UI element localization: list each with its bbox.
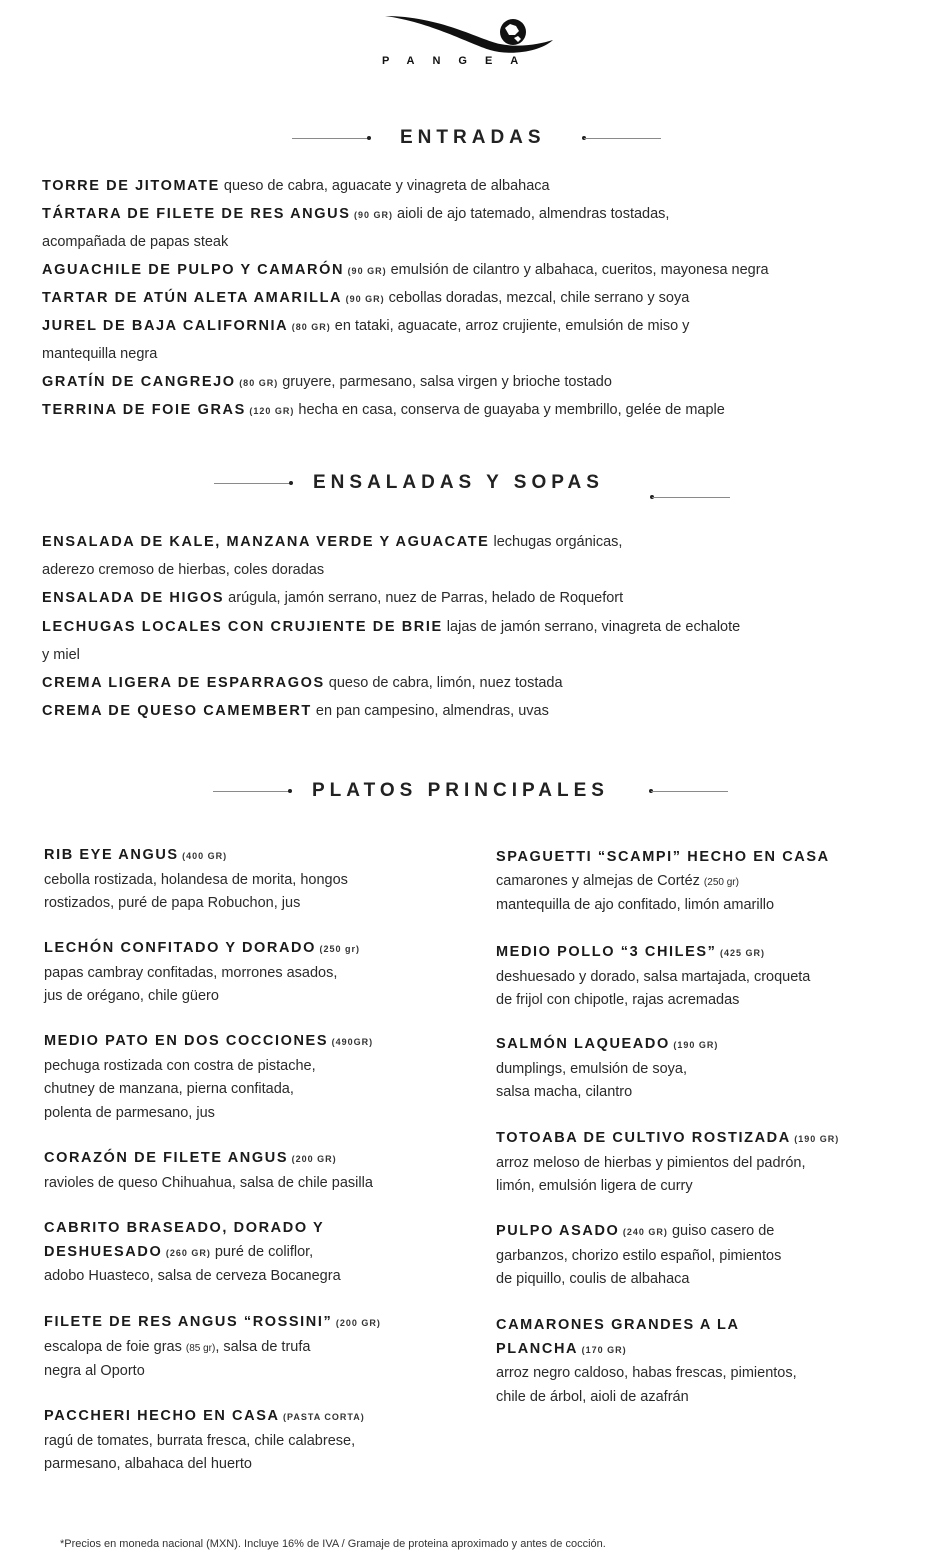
divider-line xyxy=(213,791,289,792)
entradas-line xyxy=(42,204,669,225)
item-desc: chutney de manzana, pierna confitada, xyxy=(44,1081,294,1097)
item-name: LECHÓN CONFITADO Y DORADO xyxy=(44,940,317,956)
item-desc: de frijol con chipotle, rajas acremadas xyxy=(496,992,740,1008)
item-desc: de piquillo, coulis de albahaca xyxy=(496,1271,690,1287)
item-desc: , salsa de trufa xyxy=(215,1338,311,1355)
ensaladas-line xyxy=(42,560,324,580)
entradas-line xyxy=(42,316,689,337)
item-weight: (80 GR) xyxy=(235,378,279,388)
item-desc: gruyere, parmesano, salsa virgen y brioche tostado xyxy=(278,374,612,390)
item-name: CAMARONES GRANDES A LA xyxy=(496,1317,740,1333)
item-desc: salsa macha, cilantro xyxy=(496,1084,633,1100)
item-weight: (170 GR) xyxy=(578,1344,627,1355)
item-weight: (490GR) xyxy=(328,1037,374,1047)
item-name: CORAZÓN DE FILETE ANGUS xyxy=(44,1150,289,1166)
divider-line xyxy=(584,138,661,139)
menu-item xyxy=(44,1217,341,1289)
item-desc: rostizados, puré de papa Robuchon, jus xyxy=(44,895,301,911)
item-desc: pechuga rostizada con costra de pistache, xyxy=(44,1057,316,1074)
item-desc: lechugas orgánicas, xyxy=(489,534,623,550)
item-desc: guiso casero de xyxy=(667,1223,775,1239)
item-name: LECHUGAS LOCALES CON CRUJIENTE DE BRIE xyxy=(42,619,443,635)
item-desc: emulsión de cilantro y albahaca, cueritos, mayonesa negra xyxy=(386,262,769,278)
item-name: PULPO ASADO xyxy=(496,1223,620,1239)
item-desc: adobo Huasteco, salsa de cerveza Bocanegra xyxy=(44,1268,341,1284)
item-desc: arroz meloso de hierbas y pimientos del padrón, xyxy=(496,1154,806,1171)
item-weight: (190 GR) xyxy=(669,1040,719,1050)
item-weight: (260 GR) xyxy=(162,1247,211,1258)
menu-item xyxy=(44,1405,365,1477)
item-desc: ragú de tomates, burrata fresca, chile calabrese, xyxy=(44,1432,356,1449)
item-weight: (240 GR) xyxy=(619,1227,668,1237)
item-weight: (400 GR) xyxy=(178,851,228,861)
divider-line xyxy=(652,497,730,498)
entradas-line xyxy=(42,176,550,197)
menu-item xyxy=(44,1147,373,1195)
ensaladas-line xyxy=(42,701,549,721)
item-desc: camarones y almejas de Cortéz xyxy=(496,872,704,889)
item-desc: garbanzos, chorizo estilo español, pimientos xyxy=(496,1247,782,1264)
item-desc: deshuesado y dorado, salsa martajada, croqueta xyxy=(496,968,811,985)
item-desc: mantequilla de ajo confitado, limón amarillo xyxy=(496,897,775,913)
divider-line xyxy=(214,483,290,484)
entradas-line xyxy=(42,400,725,421)
item-weight: (250 gr) xyxy=(703,876,739,888)
item-name: SALMÓN LAQUEADO xyxy=(496,1036,670,1052)
item-name: PLANCHA xyxy=(496,1340,579,1357)
item-desc: en tataki, aguacate, arroz crujiente, emulsión de miso y xyxy=(330,318,690,334)
item-name: ENSALADA DE KALE, MANZANA VERDE Y AGUACATE xyxy=(42,534,490,550)
divider-dot xyxy=(367,136,371,140)
item-name: CREMA LIGERA DE ESPARRAGOS xyxy=(42,675,325,691)
item-name: TERRINA DE FOIE GRAS xyxy=(42,402,246,418)
item-desc: queso de cabra, limón, nuez tostada xyxy=(324,675,563,691)
item-weight: (200 GR) xyxy=(332,1318,381,1328)
brand-name: PANGEA xyxy=(382,55,537,67)
item-name: TÁRTARA DE FILETE DE RES ANGUS xyxy=(42,206,351,222)
menu-item xyxy=(496,1033,718,1105)
item-desc: hecha en casa, conserva de guayaba y membrillo, gelée de maple xyxy=(294,402,725,418)
item-desc: aderezo cremoso de hierbas, coles doradas xyxy=(42,562,325,578)
item-weight: (90 GR) xyxy=(344,266,387,276)
item-name: TOTOABA DE CULTIVO ROSTIZADA xyxy=(496,1130,791,1146)
item-weight: (90 GR) xyxy=(350,210,393,220)
menu-item xyxy=(496,1220,781,1292)
item-desc: limón, emulsión ligera de curry xyxy=(496,1178,693,1194)
item-name: TARTAR DE ATÚN ALETA AMARILLA xyxy=(42,290,343,306)
entradas-line xyxy=(42,288,689,309)
item-desc: cebolla rostizada, holandesa de morita, hongos xyxy=(44,871,348,888)
section-title-entradas: ENTRADAS xyxy=(400,127,546,148)
item-weight: (85 gr) xyxy=(185,1342,216,1354)
item-desc: dumplings, emulsión de soya, xyxy=(496,1060,688,1077)
item-name: CREMA DE QUESO CAMEMBERT xyxy=(42,703,312,719)
divider-line xyxy=(292,138,368,139)
item-name: TORRE DE JITOMATE xyxy=(42,178,220,194)
item-name: PACCHERI HECHO EN CASA xyxy=(44,1408,280,1424)
item-weight: (200 GR) xyxy=(288,1154,337,1164)
divider-line xyxy=(651,791,728,792)
item-desc: arroz negro caldoso, habas frescas, pimientos, xyxy=(496,1365,797,1381)
item-desc: queso de cabra, aguacate y vinagreta de albahaca xyxy=(219,178,550,194)
divider-dot xyxy=(289,481,293,485)
item-desc: y miel xyxy=(42,647,80,663)
entradas-line xyxy=(42,260,769,281)
section-title-platos: PLATOS PRINCIPALES xyxy=(312,780,609,801)
item-name: GRATÍN DE CANGREJO xyxy=(42,374,236,390)
item-name: FILETE DE RES ANGUS “ROSSINI” xyxy=(44,1314,333,1330)
platos-left-column xyxy=(44,844,464,1484)
item-name: DESHUESADO xyxy=(44,1243,163,1260)
menu-item xyxy=(44,937,360,1009)
item-name: CABRITO BRASEADO, DORADO Y xyxy=(44,1220,325,1236)
menu-item xyxy=(44,1030,373,1125)
item-weight: (PASTA CORTA) xyxy=(279,1412,365,1422)
item-weight: (120 GR) xyxy=(245,406,295,416)
item-desc: aioli de ajo tatemado, almendras tostadas, xyxy=(392,206,670,222)
item-name: ENSALADA DE HIGOS xyxy=(42,590,225,606)
section-title-ensaladas: ENSALADAS Y SOPAS xyxy=(313,472,604,493)
item-desc: polenta de parmesano, jus xyxy=(44,1104,215,1121)
menu-item xyxy=(496,941,810,1013)
item-desc: ravioles de queso Chihuahua, salsa de chile pasilla xyxy=(44,1174,373,1191)
menu-item xyxy=(496,1314,797,1409)
item-weight: (425 GR) xyxy=(716,948,766,958)
ensaladas-line xyxy=(42,673,563,693)
item-desc: lajas de jamón serrano, vinagreta de echalote xyxy=(442,619,741,635)
item-name: RIB EYE ANGUS xyxy=(44,847,179,863)
item-name: MEDIO POLLO “3 CHILES” xyxy=(496,944,717,960)
item-desc: acompañada de papas steak xyxy=(42,234,229,250)
ensaladas-line xyxy=(42,532,622,552)
footer-note: *Precios en moneda nacional (MXN). Incluye 16% de IVA / Gramaje de proteina aproximado y antes de cocción. xyxy=(60,1538,606,1550)
item-desc: negra al Oporto xyxy=(44,1363,145,1379)
item-desc: mantequilla negra xyxy=(42,346,158,362)
ensaladas-line xyxy=(42,588,623,608)
ensaladas-line xyxy=(42,645,80,665)
menu-item xyxy=(44,844,348,916)
item-desc: cebollas doradas, mezcal, chile serrano y soya xyxy=(384,290,690,306)
item-desc: jus de orégano, chile güero xyxy=(44,988,219,1004)
entradas-line xyxy=(42,232,228,253)
item-desc: puré de coliflor, xyxy=(210,1243,314,1260)
ensaladas-line xyxy=(42,617,740,637)
item-weight: (90 GR) xyxy=(342,294,385,304)
menu-item xyxy=(496,846,830,918)
item-desc: arúgula, jamón serrano, nuez de Parras, helado de Roquefort xyxy=(224,590,624,606)
menu-item xyxy=(496,1127,839,1199)
item-desc: en pan campesino, almendras, uvas xyxy=(311,703,549,719)
item-weight: (250 gr) xyxy=(316,944,361,954)
item-name: MEDIO PATO EN DOS COCCIONES xyxy=(44,1033,329,1049)
entradas-line xyxy=(42,372,612,393)
item-desc: parmesano, albahaca del huerto xyxy=(44,1456,252,1472)
menu-item xyxy=(44,1311,381,1384)
item-name: SPAGUETTI “SCAMPI” HECHO EN CASA xyxy=(496,849,830,865)
platos-right-column xyxy=(496,846,916,1406)
item-name: JUREL DE BAJA CALIFORNIA xyxy=(42,318,289,334)
divider-dot xyxy=(288,789,292,793)
entradas-line xyxy=(42,344,157,365)
item-name: AGUACHILE DE PULPO Y CAMARÓN xyxy=(42,262,345,278)
item-desc: chile de árbol, aioli de azafrán xyxy=(496,1388,689,1405)
item-weight: (80 GR) xyxy=(288,322,331,332)
item-desc: papas cambray confitadas, morrones asados, xyxy=(44,964,338,981)
item-desc: escalopa de foie gras xyxy=(44,1338,186,1355)
item-weight: (190 GR) xyxy=(790,1134,840,1144)
